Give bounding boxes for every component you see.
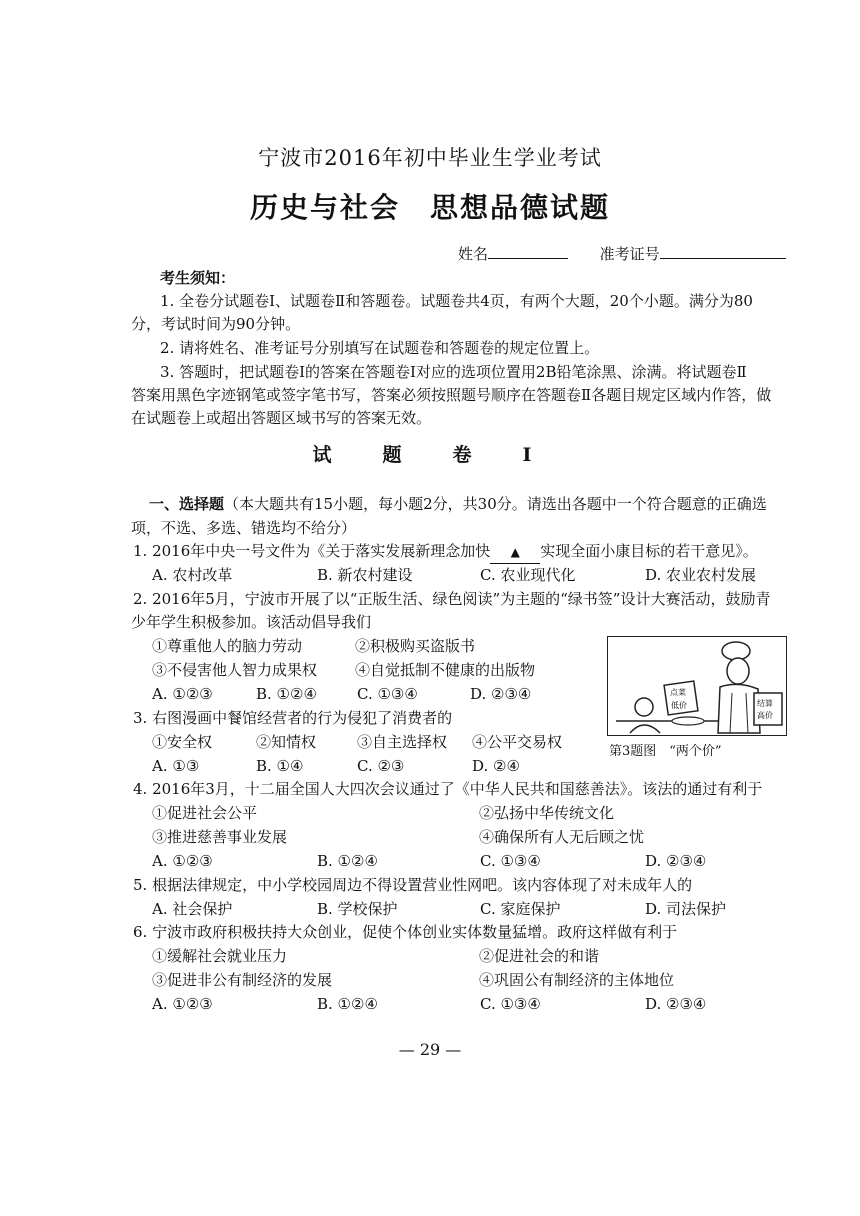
question-2-stem: 2. 2016年5月，宁波市开展了以“正版生活、绿色阅读”为主题的“绿书签”设计大赛活动，鼓励青 bbox=[133, 590, 771, 608]
statement: ②弘扬中华传统文化 bbox=[479, 804, 615, 822]
cartoon-illustration bbox=[608, 637, 786, 735]
statement: ④公平交易权 bbox=[472, 733, 563, 751]
question-3-stem: 3. 右图漫画中餐馆经营者的行为侵犯了消费者的 bbox=[133, 709, 453, 727]
answer-marker: ▲ bbox=[490, 541, 540, 564]
question-4-stem: 4. 2016年3月，十二届全国人大四次会议通过了《中华人民共和国慈善法》。该法的通过有利于 bbox=[133, 780, 763, 798]
option: D. ②③④ bbox=[645, 995, 707, 1013]
statement: ①缓解社会就业压力 bbox=[152, 947, 288, 965]
option: D. ②③④ bbox=[470, 685, 532, 703]
notice-line: 1. 全卷分试题卷Ⅰ、试题卷Ⅱ和答题卷。试题卷共4页，有两个大题，20个小题。满分为80 bbox=[160, 292, 753, 310]
sign-text: 结算 bbox=[757, 699, 773, 708]
option: D. ②③④ bbox=[645, 852, 707, 870]
name-blank bbox=[488, 242, 568, 259]
option: D. 农业农村发展 bbox=[645, 566, 757, 584]
option: B. ①②④ bbox=[317, 995, 378, 1013]
option: C. ①③④ bbox=[357, 685, 418, 703]
option: C. ②③ bbox=[357, 757, 405, 775]
statement: ③自主选择权 bbox=[357, 733, 448, 751]
figure-caption: 第3题图 “两个价” bbox=[609, 744, 722, 759]
part-intro-cont: 项，不选、多选、错选均不给分） bbox=[131, 519, 357, 537]
notice-line: 答案用黑色字迹钢笔或签字笔书写，答案必须按照题号顺序在答题卷Ⅱ各题目规定区域内作答，做 bbox=[131, 386, 772, 404]
option: A. ①②③ bbox=[152, 685, 213, 703]
cartoon-figure bbox=[607, 636, 787, 736]
option: B. ①④ bbox=[256, 757, 304, 775]
question-5-stem: 5. 根据法律规定，中小学校园周边不得设置营业性网吧。该内容体现了对未成年人的 bbox=[133, 876, 693, 894]
notice-heading: 考生须知： bbox=[160, 269, 236, 287]
statement: ②知情权 bbox=[256, 733, 317, 751]
option: C. 农业现代化 bbox=[480, 566, 576, 584]
option: D. ②④ bbox=[472, 757, 520, 775]
option: C. 家庭保护 bbox=[480, 900, 561, 918]
statement: ④自觉抵制不健康的出版物 bbox=[355, 661, 536, 679]
question-2-stem-cont: 少年学生积极参加。该活动倡导我们 bbox=[131, 613, 372, 631]
option: C. ①③④ bbox=[480, 852, 541, 870]
statement: ②促进社会的和谐 bbox=[479, 947, 600, 965]
option: A. 社会保护 bbox=[152, 900, 233, 918]
statement: ②积极购买盗版书 bbox=[355, 637, 476, 655]
statement: ③不侵害他人智力成果权 bbox=[152, 661, 318, 679]
option: A. ①③ bbox=[152, 757, 200, 775]
notice-line: 2. 请将姓名、准考证号分别填写在试题卷和答题卷的规定位置上。 bbox=[160, 339, 600, 357]
sign-text: 高价 bbox=[757, 711, 773, 720]
id-blank bbox=[660, 242, 786, 259]
option: C. ①③④ bbox=[480, 995, 541, 1013]
statement: ①促进社会公平 bbox=[152, 804, 258, 822]
option: D. 司法保护 bbox=[645, 900, 727, 918]
statement: ③推进慈善事业发展 bbox=[152, 828, 288, 846]
exam-title: 宁波市2016年初中毕业生学业考试 bbox=[258, 146, 602, 170]
candidate-info bbox=[458, 242, 786, 265]
sign-text: 低价 bbox=[671, 701, 687, 710]
notice-line: 分，考试时间为90分钟。 bbox=[131, 315, 301, 333]
question-6-stem: 6. 宁波市政府积极扶持大众创业，促使个体创业实体数量猛增。政府这样做有利于 bbox=[133, 923, 678, 941]
option: B. ①②④ bbox=[256, 685, 317, 703]
section-title: 试 题 卷 Ⅰ bbox=[312, 444, 548, 466]
question-1-stem: 1. 2016年中央一号文件为《关于落实发展新理念加快 ▲ 实现全面小康目标的若干意见》。 bbox=[133, 540, 758, 564]
statement: ④确保所有人无后顾之忧 bbox=[479, 828, 645, 846]
sign-text: 点菜 bbox=[670, 688, 686, 697]
notice-line: 3. 答题时，把试题卷Ⅰ的答案在答题卷Ⅰ对应的选项位置用2B铅笔涂黑、涂满。将试题卷Ⅱ bbox=[160, 363, 747, 381]
name-label: 姓名 bbox=[458, 245, 489, 263]
statement: ③促进非公有制经济的发展 bbox=[152, 971, 333, 989]
option: B. 学校保护 bbox=[317, 900, 398, 918]
notice-line: 在试题卷上或超出答题区域书写的答案无效。 bbox=[131, 409, 432, 427]
part-intro: 一、选择题（本大题共有15小题，每小题2分，共30分。请选出各题中一个符合题意的正确选 bbox=[149, 495, 767, 513]
page-number: — 29 — bbox=[398, 1040, 462, 1059]
option: A. 农村改革 bbox=[152, 566, 233, 584]
statement: ①安全权 bbox=[152, 733, 213, 751]
subject-title: 历史与社会 思想品德试题 bbox=[249, 191, 610, 224]
part-heading: 一、选择题 bbox=[149, 495, 225, 513]
option: B. ①②④ bbox=[317, 852, 378, 870]
statement: ④巩固公有制经济的主体地位 bbox=[479, 971, 675, 989]
option: B. 新农村建设 bbox=[317, 566, 413, 584]
option: A. ①②③ bbox=[152, 852, 213, 870]
statement: ①尊重他人的脑力劳动 bbox=[152, 637, 303, 655]
id-label: 准考证号 bbox=[599, 245, 660, 263]
option: A. ①②③ bbox=[152, 995, 213, 1013]
